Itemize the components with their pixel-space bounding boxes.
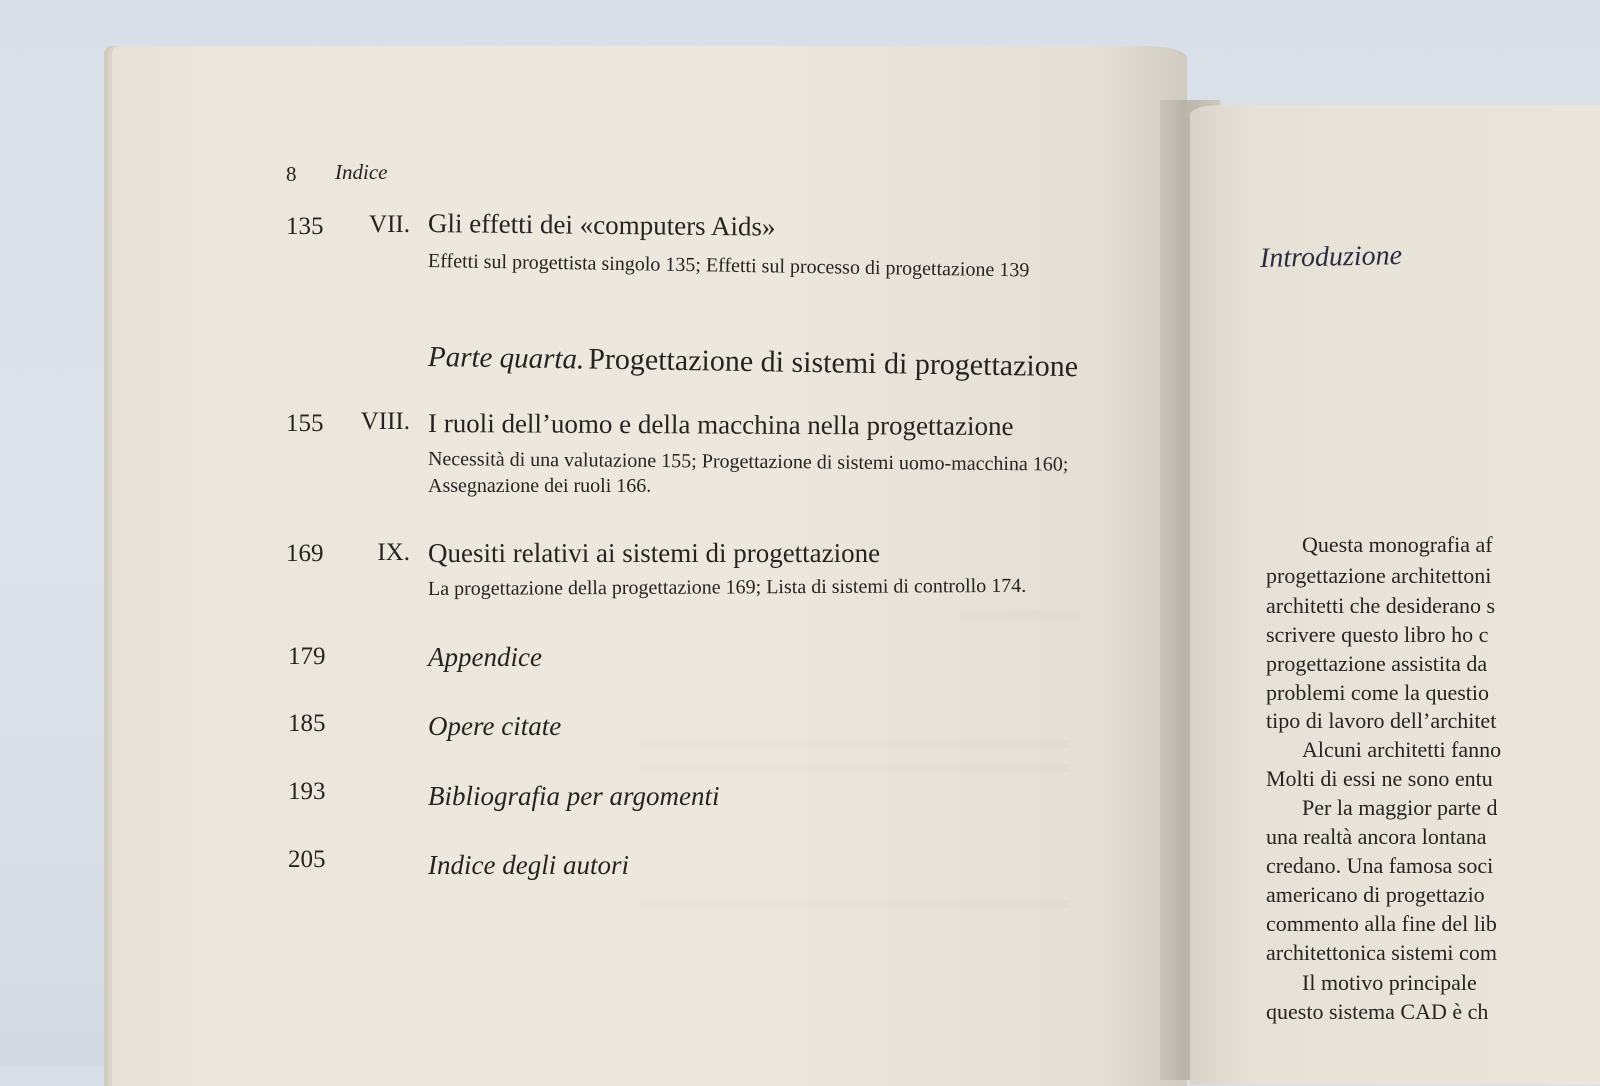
body-line: Molti di essi ne sono entu <box>1266 766 1493 791</box>
toc-chapter-subtitle: Assegnazione dei ruoli 166. <box>428 475 652 497</box>
right-page-body <box>1266 532 1600 1072</box>
body-line: architettonica sistemi com <box>1266 940 1497 965</box>
toc-entry-title: Appendice <box>428 642 542 672</box>
toc-page-number: 179 <box>288 643 326 670</box>
body-line: problemi come la questio <box>1266 680 1489 705</box>
toc-part-label: Parte quarta. <box>427 341 585 376</box>
body-line: Questa monografia af <box>1302 532 1493 557</box>
toc-page-number: 169 <box>286 540 324 567</box>
body-line: Per la maggior parte d <box>1302 795 1498 820</box>
body-line: una realtà ancora lontana <box>1266 824 1487 849</box>
body-line: americano di progettazio <box>1266 882 1485 907</box>
body-line: architetti che desiderano s <box>1266 593 1496 618</box>
body-line: scrivere questo libro ho c <box>1266 622 1489 647</box>
toc-chapter-subtitle: Necessità di una valutazione 155; Progettazione di sistemi uomo-macchina 160; <box>427 448 1069 476</box>
toc-part-title: Progettazione di sistemi di progettazione <box>588 342 1079 384</box>
toc-chapter-numeral: VII. <box>369 211 410 238</box>
toc-chapter-subtitle: La progettazione della progettazione 169; Lista di sistemi di controllo 174. <box>427 574 1027 600</box>
toc-page-number: 193 <box>288 778 326 805</box>
toc-entry-title: Opere citate <box>428 711 562 741</box>
body-line: progettazione assistita da <box>1266 651 1488 676</box>
toc-page-number: 185 <box>288 710 326 737</box>
body-line: commento alla fine del lib <box>1266 911 1497 936</box>
running-head-title: Indice <box>335 160 388 184</box>
body-line: credano. Una famosa soci <box>1266 853 1494 878</box>
body-line: Alcuni architetti fanno <box>1302 737 1502 762</box>
toc-chapter-numeral: VIII. <box>360 408 410 435</box>
body-line: Il motivo principale <box>1302 970 1477 995</box>
toc-page-number: 205 <box>288 846 326 873</box>
body-line: tipo di lavoro dell’architet <box>1266 708 1497 733</box>
toc-entry-title: Indice degli autori <box>428 850 629 880</box>
toc-chapter-title: Quesiti relativi ai sistemi di progettazione <box>428 538 881 568</box>
toc-chapter-subtitle: Effetti sul progettista singolo 135; Effetti sul processo di progettazione 139 <box>427 250 1030 282</box>
toc-page-number: 155 <box>286 410 324 437</box>
toc-chapter-title: I ruoli dell’uomo e della macchina nella progettazione <box>427 408 1014 442</box>
right-page-heading: Introduzione <box>1259 240 1403 274</box>
toc-page-number: 135 <box>286 213 324 240</box>
body-line: progettazione architettoni <box>1266 563 1492 588</box>
toc-entry-title: Bibliografia per argomenti <box>428 781 720 811</box>
body-line: questo sistema CAD è ch <box>1266 999 1489 1024</box>
running-head-page-number: 8 <box>286 162 297 186</box>
toc-chapter-numeral: IX. <box>377 539 410 566</box>
toc-chapter-title: Gli effetti dei «computers Aids» <box>427 208 776 242</box>
